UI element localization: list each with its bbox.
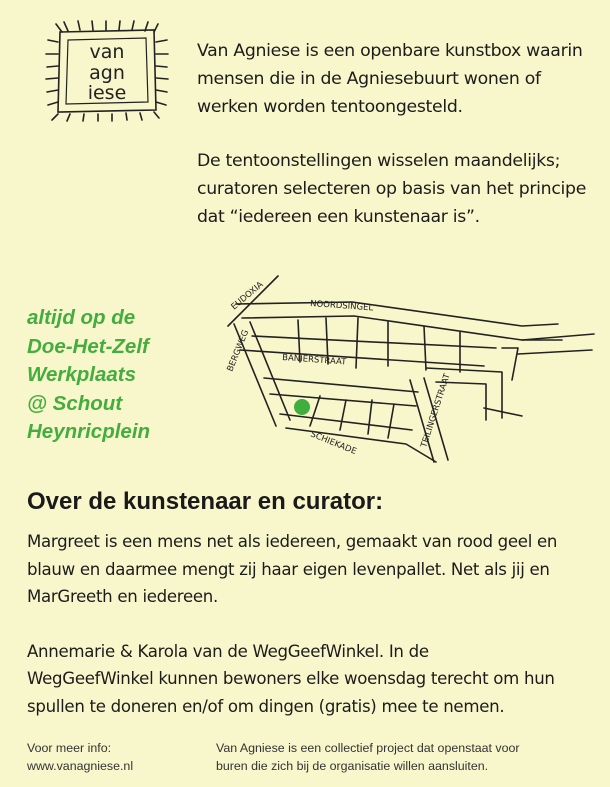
intro-line: De tentoonstellingen wisselen maandelijks; — [197, 151, 561, 171]
location-line: Heynricplein — [27, 420, 151, 444]
intro-line: mensen die in de Agniesebuurt wonen of — [197, 69, 541, 89]
about-text — [27, 528, 597, 720]
map-label-noordsingel: NOORDSINGEL — [309, 299, 374, 314]
about-line: MarGreeth en iedereen. — [27, 587, 218, 606]
about-line: blauw en daarmee mengt zij haar eigen levenpallet. Net als jij en — [27, 559, 550, 579]
intro-line: dat “iedereen een kunstenaar is”. — [197, 207, 480, 227]
map-label-teilingerstraat: TEILINGERSTRAAT — [419, 372, 453, 449]
location-line: @ Schout — [27, 391, 123, 415]
location-line: altijd op de — [27, 306, 136, 329]
intro-text — [197, 37, 597, 231]
location-text — [27, 304, 217, 447]
footer-note-line: buren die zich bij de organisatie willen aansluiten. — [216, 759, 489, 773]
about-heading: Over de kunstenaar en curator: — [27, 488, 384, 515]
logo-line-2: agn — [89, 62, 125, 84]
intro-line: curatoren selecteren op basis van het principe — [197, 179, 587, 199]
footer-website-link[interactable]: www.vanagniese.nl — [27, 759, 134, 773]
about-paragraph-1 — [27, 528, 597, 611]
footer-info-label: Voor meer info: — [27, 741, 112, 755]
location-line: Doe-Het-Zelf — [27, 334, 149, 358]
map-label-schiekade: SCHIEKADE — [308, 429, 358, 458]
about-line: Margreet is een mens net als iedereen, gemaakt van rood geel en — [27, 532, 558, 551]
footer-note — [216, 739, 520, 775]
location-marker — [294, 399, 310, 415]
logo-line-1: van — [89, 41, 125, 63]
about-line: spullen te doneren en/of om dingen (gratis) mee te nemen. — [27, 696, 505, 716]
about-paragraph-2 — [27, 638, 597, 721]
about-line: WegGeefWinkel kunnen bewoners elke woensdag terecht om hun — [27, 669, 555, 688]
street-map — [222, 268, 602, 478]
intro-paragraph-2 — [197, 147, 597, 231]
intro-line: werken worden tentoongesteld. — [197, 97, 463, 117]
location-line: Werkplaats — [27, 363, 137, 387]
logo-line-3: iese — [87, 82, 127, 104]
footer-contact — [27, 739, 133, 775]
intro-paragraph-1 — [197, 37, 597, 121]
van-agniese-logo — [38, 18, 176, 122]
about-line: Annemarie & Karola van de WegGeefWinkel. In de — [27, 641, 429, 661]
map-label-eudoxia: EUDOXIA — [229, 279, 266, 313]
map-label-banierstraat: BANIERSTRAAT — [281, 353, 347, 368]
intro-line: Van Agniese is een openbare kunstbox waarin — [197, 41, 583, 61]
map-label-bergweg: BERGWEG — [225, 328, 252, 374]
footer-note-line: Van Agniese is een collectief project dat openstaat voor — [216, 741, 520, 755]
